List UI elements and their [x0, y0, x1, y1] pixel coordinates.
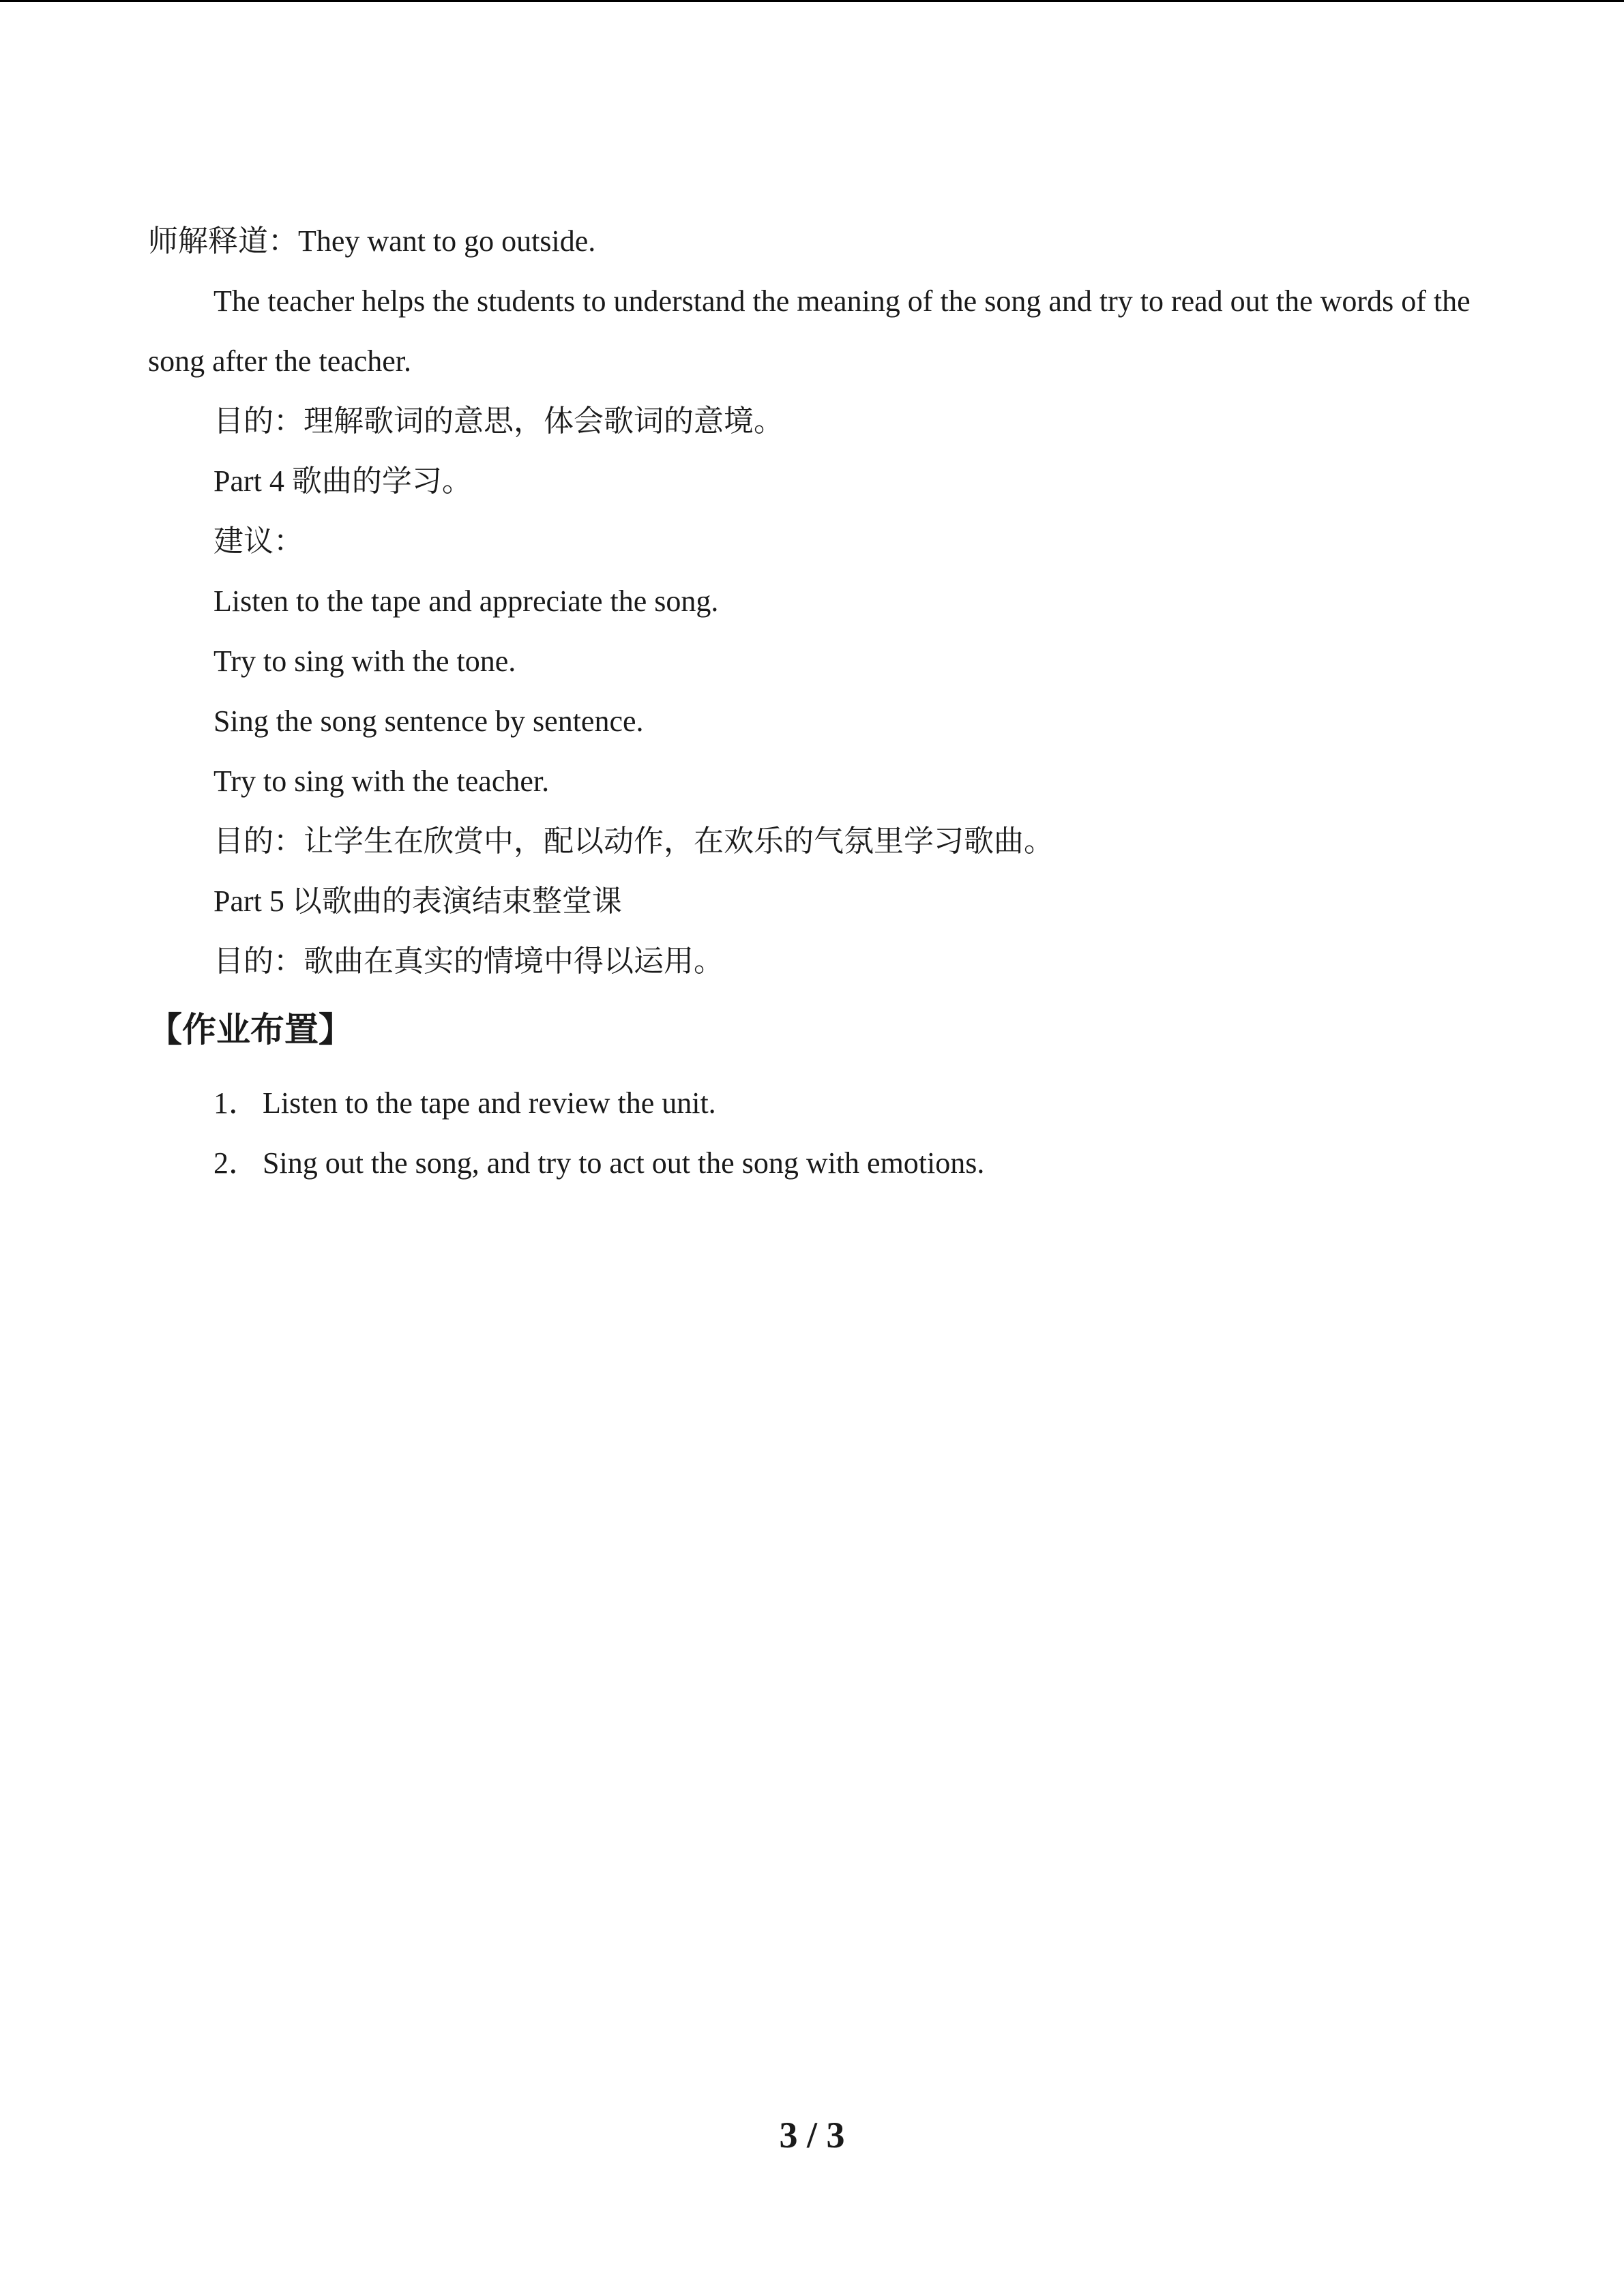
- page-number: 3 / 3: [779, 2115, 845, 2156]
- part-4-title: Part 4 歌曲的学习。: [213, 464, 472, 498]
- homework-item-text: Listen to the tape and review the unit.: [263, 1086, 716, 1120]
- document-body: [148, 211, 1485, 1193]
- homework-heading: 【作业布置】: [148, 1010, 353, 1049]
- step-sing-tone: Try to sing with the tone.: [213, 644, 516, 678]
- teacher-explanation-line: 师解释道：They want to go outside.: [148, 224, 596, 258]
- suggestion-label: 建议：: [213, 524, 304, 558]
- homework-item-number: 1．: [213, 1086, 259, 1120]
- teacher-helps-paragraph: The teacher helps the students to understand the meaning of the song and try to read out the words of the song after the teacher.: [148, 284, 1471, 378]
- purpose-line-1: 目的：理解歌词的意思，体会歌词的意境。: [213, 404, 784, 438]
- step-listen: Listen to the tape and appreciate the song.: [213, 584, 719, 618]
- purpose-line-2: 目的：让学生在欣赏中，配以动作，在欢乐的气氛里学习歌曲。: [213, 824, 1054, 858]
- purpose-line-3: 目的：歌曲在真实的情境中得以运用。: [213, 944, 724, 978]
- step-sing-sentence: Sing the song sentence by sentence.: [213, 704, 644, 738]
- part-5-title: Part 5 以歌曲的表演结束整堂课: [213, 884, 622, 918]
- homework-item-number: 2．: [213, 1146, 259, 1180]
- homework-item-text: Sing out the song, and try to act out the song with emotions.: [263, 1146, 985, 1180]
- top-border-line: [0, 0, 1624, 2]
- step-sing-teacher: Try to sing with the teacher.: [213, 764, 550, 798]
- homework-item: [148, 1133, 1485, 1193]
- homework-item: [148, 1073, 1485, 1133]
